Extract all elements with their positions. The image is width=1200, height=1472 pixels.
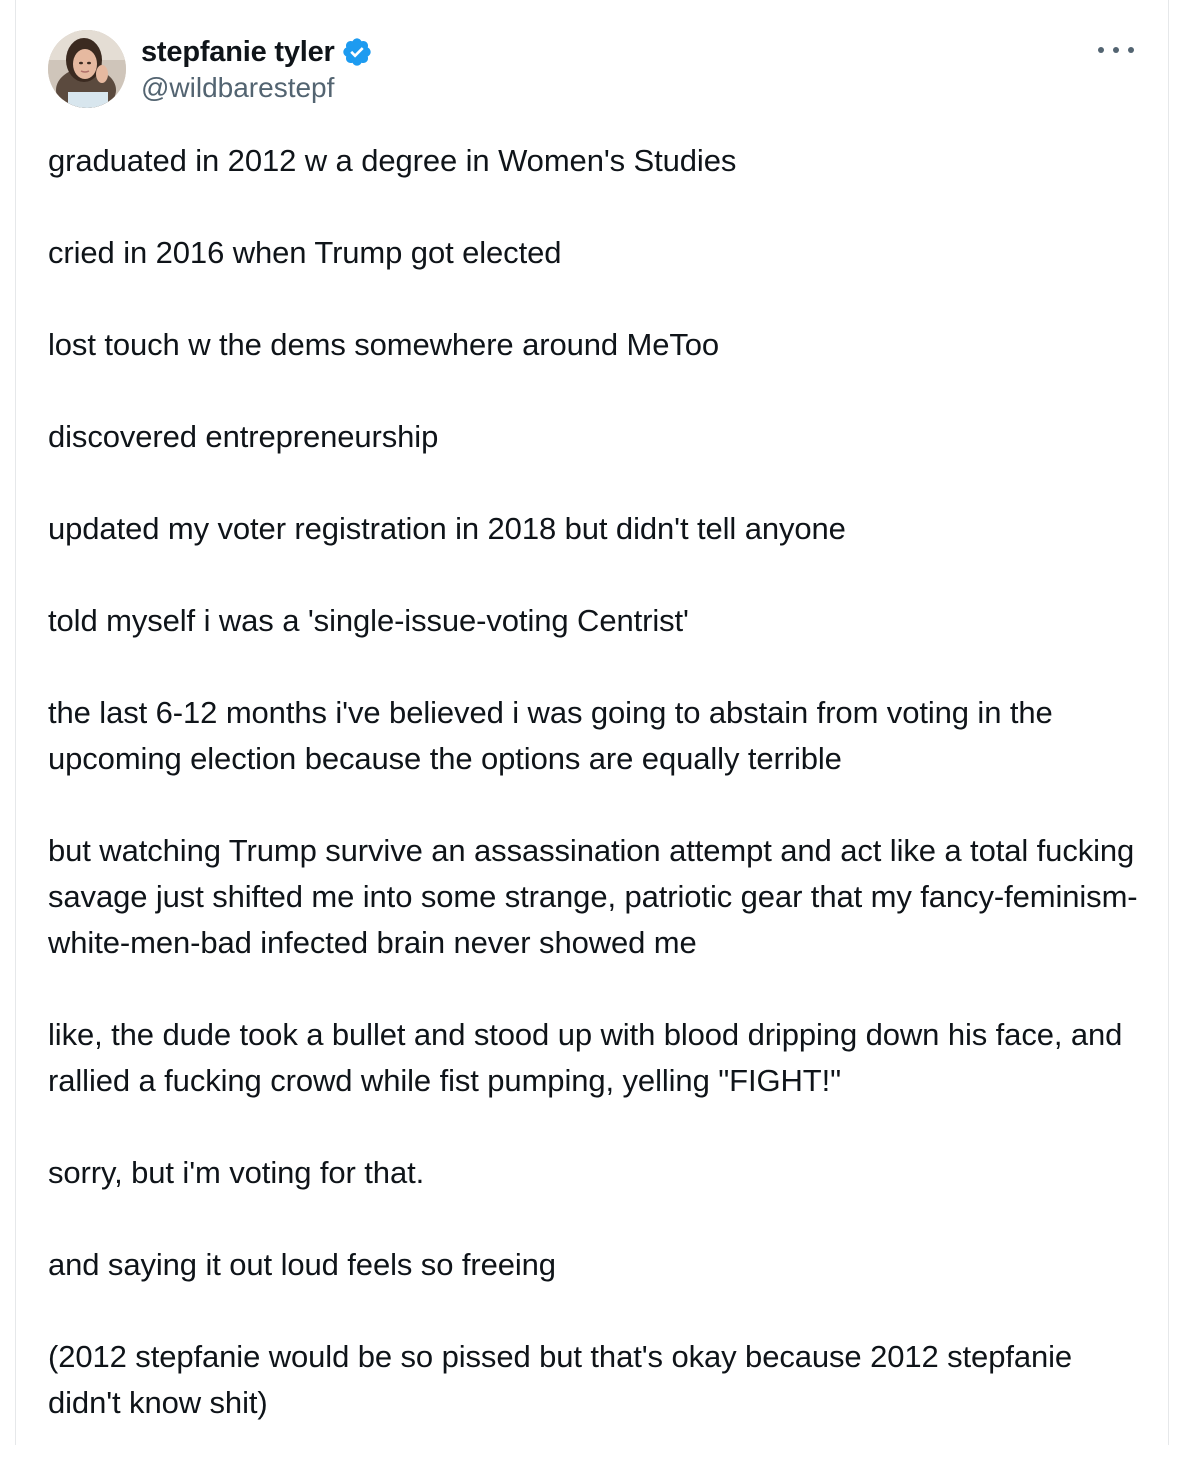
profile-photo	[48, 30, 126, 108]
more-options-icon[interactable]	[1098, 38, 1134, 62]
tweet-paragraph: discovered entrepreneurship	[48, 419, 439, 454]
tweet-paragraph: and saying it out loud feels so freeing	[48, 1247, 556, 1282]
user-handle[interactable]: @wildbarestepf	[141, 72, 335, 103]
tweet-paragraph: lost touch w the dems somewhere around MeToo	[48, 327, 720, 362]
tweet-text	[48, 138, 1148, 1472]
author-names	[141, 34, 373, 104]
dot	[1098, 47, 1104, 53]
tweet-paragraph: cried in 2016 when Trump got elected	[48, 235, 562, 270]
dot	[1113, 47, 1119, 53]
tweet-paragraph: (2012 stepfanie would be so pissed but that's okay because 2012 stepfanie didn't know shit)	[48, 1339, 1073, 1420]
tweet-paragraph: but watching Trump survive an assassination attempt and act like a total fucking savage just shifted me into some strange, patriotic gear that my fancy-feminism-white-men-bad infected brain never showed me	[48, 833, 1138, 960]
tweet-paragraph: sorry, but i'm voting for that.	[48, 1155, 425, 1190]
tweet-paragraph: graduated in 2012 w a degree in Women's Studies	[48, 143, 737, 178]
tweet-paragraph: updated my voter registration in 2018 but didn't tell anyone	[48, 511, 846, 546]
display-name-row	[141, 34, 373, 70]
tweet-paragraph: the last 6-12 months i've believed i was going to abstain from voting in the upcoming election because the options are equally terrible	[48, 695, 1053, 776]
tweet-card	[15, 0, 1169, 1445]
dot	[1128, 47, 1134, 53]
tweet-paragraph: like, the dude took a bullet and stood up with blood dripping down his face, and rallied a fucking crowd while fist pumping, yelling "FIGHT!"	[48, 1017, 1123, 1098]
tweet-paragraph: told myself i was a 'single-issue-voting Centrist'	[48, 603, 689, 638]
tweet-header	[48, 30, 1136, 112]
display-name[interactable]: stepfanie tyler	[141, 35, 335, 68]
avatar[interactable]	[48, 30, 126, 108]
verified-badge-icon[interactable]	[341, 36, 373, 68]
